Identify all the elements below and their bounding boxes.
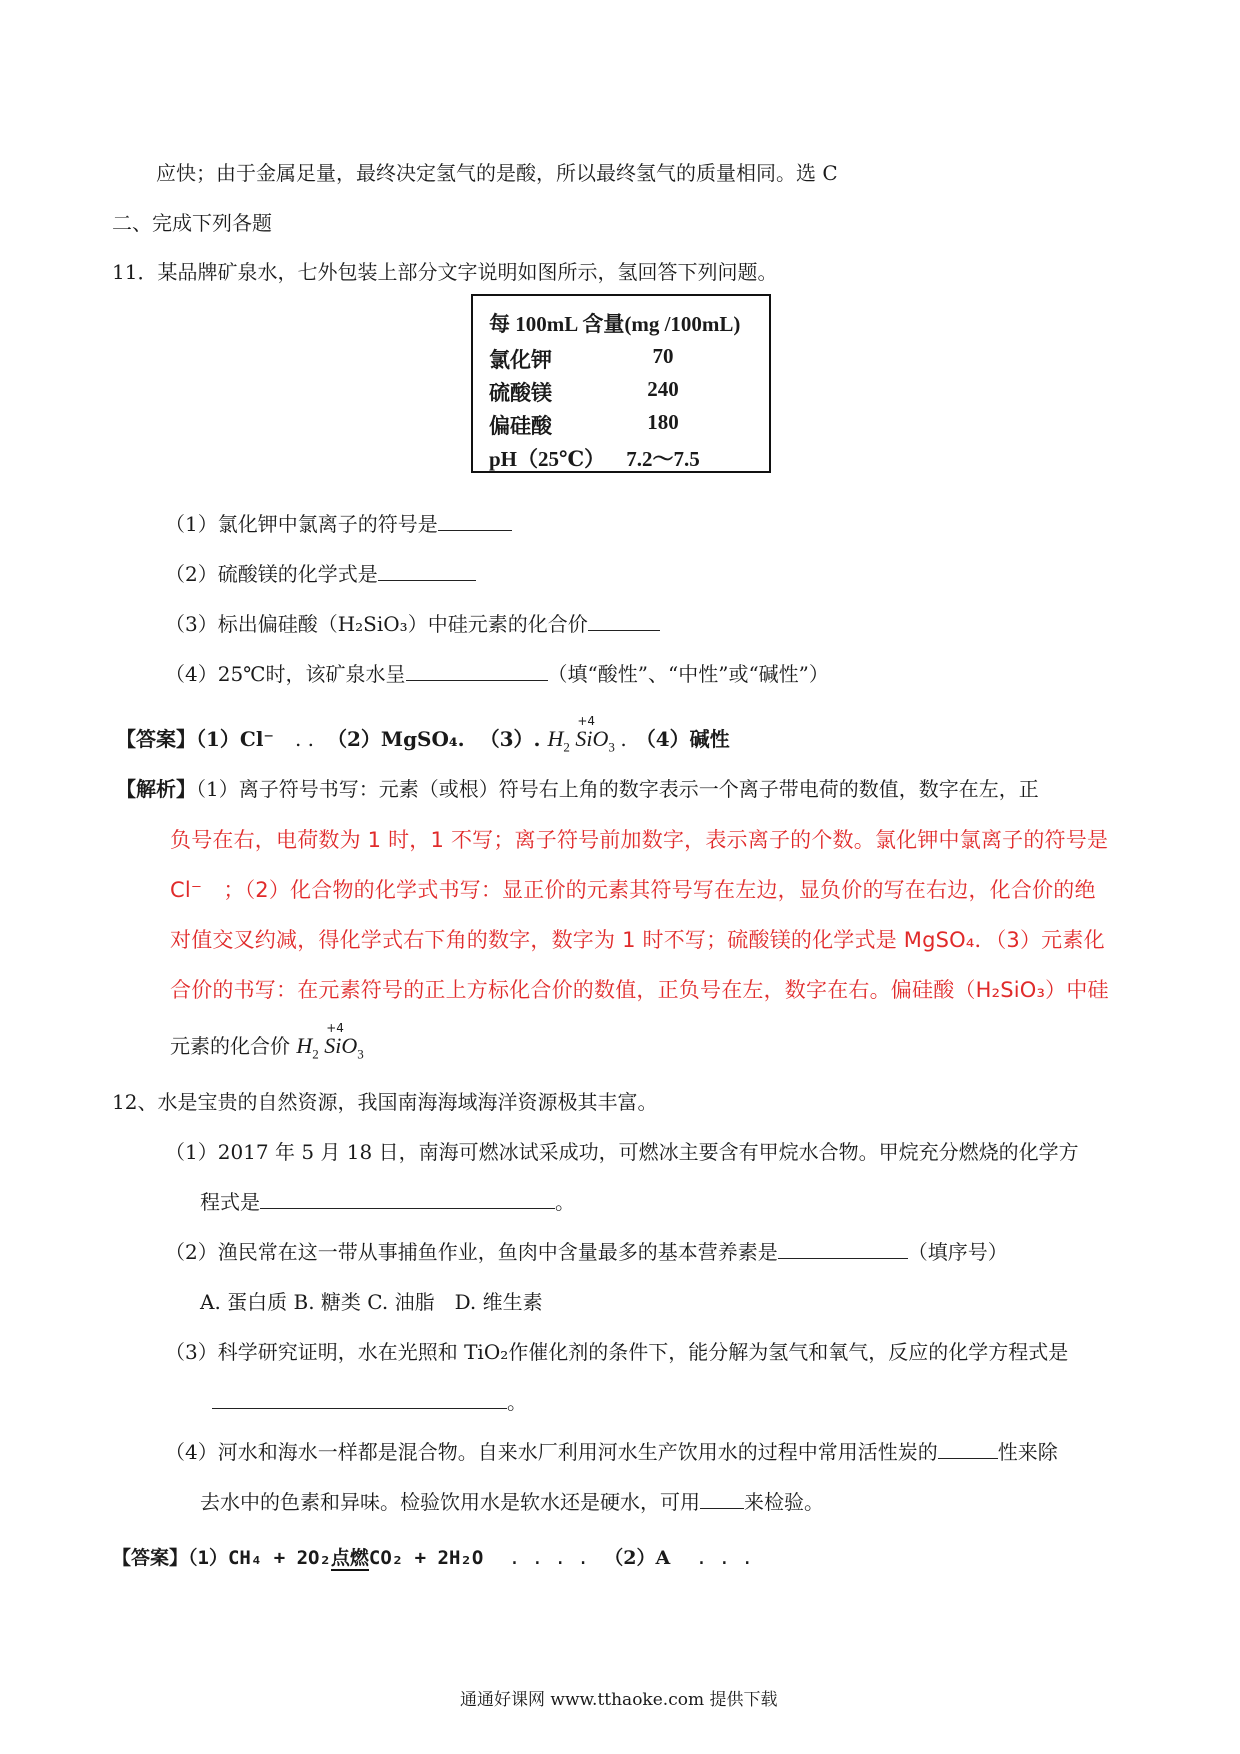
q11-part4 [165,660,829,688]
answer-blank [778,1238,908,1259]
q12-part1-text: 程式是 [200,1190,260,1214]
answer-blank [700,1488,744,1509]
answer-part2: （2）A [604,1547,671,1569]
analysis-last-text: 元素的化合价 [170,1034,290,1058]
answer-label: 【答案】 [112,1547,189,1569]
q12-part1-end: 。 [555,1190,575,1214]
q11-part3-text: （3）标出偏硅酸（H₂SiO₃）中硅元素的化合价 [165,612,588,636]
q12-part2-suffix: （填序号） [907,1240,1008,1264]
answer-blank [588,610,660,631]
q12-stem: 12、水是宝贵的自然资源，我国南海海域海洋资源极其丰富。 [112,1090,658,1114]
q11-part3 [165,610,660,638]
table-cell-value: 180 [647,410,679,434]
q11-part1 [165,510,512,538]
q11-part4-text: （4）25℃时，该矿泉水呈 [165,662,406,686]
table-cell-name: 硫酸镁 [489,381,552,405]
table-cell-name: 氯化钾 [489,348,552,372]
q11-part2 [165,560,476,588]
answer-blank [212,1388,507,1409]
answer-blank [378,560,476,581]
table-header: 每 100mL 含量(mg /100mL) [489,312,741,336]
analysis-text: （1）离子符号书写：元素（或根）符号右上角的数字表示一个离子带电荷的数值，数字在左，正 [196,777,1039,801]
q11-part4-suffix: （填“酸性”、“中性”或“碱性”） [547,662,829,686]
analysis-label: 【解析】 [116,777,196,801]
q11-answer [116,714,730,761]
q12-part3-line1: （3）科学研究证明，水在光照和 TiO₂作催化剂的条件下，能分解为氢气和氧气，反应的化学方程式是 [165,1340,1069,1364]
answer-blank [260,1188,555,1209]
answer-part2: （2）MgSO₄. [327,727,465,751]
analysis-red-line: Cl⁻ ；（2）化合物的化学式书写：显正价的元素其符号写在左边，显负价的写在右边，化合价的绝 [170,878,1096,902]
answer-blank [938,1438,998,1459]
q11-stem: 11．某品牌矿泉水，七外包装上部分文字说明如图所示，氢回答下列问题。 [112,260,778,284]
answer-dots: . . . . [508,1547,589,1569]
answer-dots: . . [294,727,315,751]
answer-part1: （1）Cl⁻ [196,727,274,751]
answer-blank [406,660,548,681]
q12-part4-line1 [165,1438,1058,1466]
q11-analysis-last [170,1021,364,1068]
h2sio3-formula: $H_2$ +4 SiO$_3$ [547,726,620,751]
table-cell-value: 7.2～7.5 [626,447,700,471]
table-cell-name: pH（25℃） [489,447,606,471]
q12-part2 [165,1238,1008,1266]
h2sio3-formula: $H_2$ +4 SiO$_3$ [296,1033,363,1058]
analysis-red-line: 负号在右，电荷数为 1 时，1 不写；离子符号前加数字，表示离子的个数。氯化钾中氯离子的符号是 [170,828,1109,852]
oxidation-state: +4 [326,1021,344,1035]
q12-answer [112,1544,753,1572]
section-heading: 二、完成下列各题 [112,211,272,235]
q11-part2-text: （2）硫酸镁的化学式是 [165,562,378,586]
q12-part2-text: （2）渔民常在这一带从事捕鱼作业，鱼肉中含量最多的基本营养素是 [165,1240,778,1264]
mineral-water-label-table [471,294,771,473]
table-cell-name: 偏硅酸 [489,414,552,438]
q12-part4-text2-b: 来检验。 [744,1490,824,1514]
answer-dots: . . . [695,1547,753,1569]
q12-part3-line2 [212,1388,527,1416]
answer-part3-end: . [620,727,627,751]
answer-part1-a: （1）CH₄ + 2O₂ [188,1547,331,1569]
analysis-red-line: 对值交叉约减，得化学式右下角的数字，数字为 1 时不写；硫酸镁的化学式是 MgSO₄．（3）元素化 [170,928,1105,952]
q12-part1-line1: （1）2017 年 5 月 18 日，南海可燃冰试采成功，可燃冰主要含有甲烷水合物。甲烷充分燃烧的化学方 [165,1140,1079,1164]
answer-label: 【答案】 [116,727,196,751]
answer-part3: （3）. [479,727,541,751]
q12-part4-text: （4）河水和海水一样都是混合物。自来水厂利用河水生产饮用水的过程中常用活性炭的 [165,1440,938,1464]
previous-answer-continuation: 应快；由于金属足量，最终决定氢气的是酸，所以最终氢气的质量相同。选 C [156,161,838,185]
table-cell-value: 240 [647,377,679,401]
q12-part4-text2: 去水中的色素和异味。检验饮用水是软水还是硬水，可用 [200,1490,700,1514]
answer-blank [438,510,512,531]
answer-part1-b: CO₂ + 2H₂O [368,1547,484,1569]
q12-part1-line2 [200,1188,575,1216]
answer-part4: （4）碱性 [635,727,730,751]
q12-part2-options: A. 蛋白质 B. 糖类 C. 油脂 D. 维生素 [200,1290,543,1314]
table-cell-value: 70 [652,344,674,368]
analysis-red-line: 合价的书写：在元素符号的正上方标化合价的数值，正负号在左，数字在右。偏硅酸（H₂SiO₃）中硅 [170,978,1109,1002]
q12-part3-end: 。 [507,1390,527,1414]
q12-part4-line2 [200,1488,824,1516]
q11-part1-text: （1）氯化钾中氯离子的符号是 [165,512,438,536]
oxidation-state: +4 [577,714,596,728]
page-footer: 通通好课网 www.tthaoke.com 提供下载 [460,1690,778,1710]
q11-analysis-line1 [116,775,1039,803]
reaction-condition: 点燃 [330,1547,369,1569]
q12-part4-text-b: 性来除 [997,1440,1058,1464]
